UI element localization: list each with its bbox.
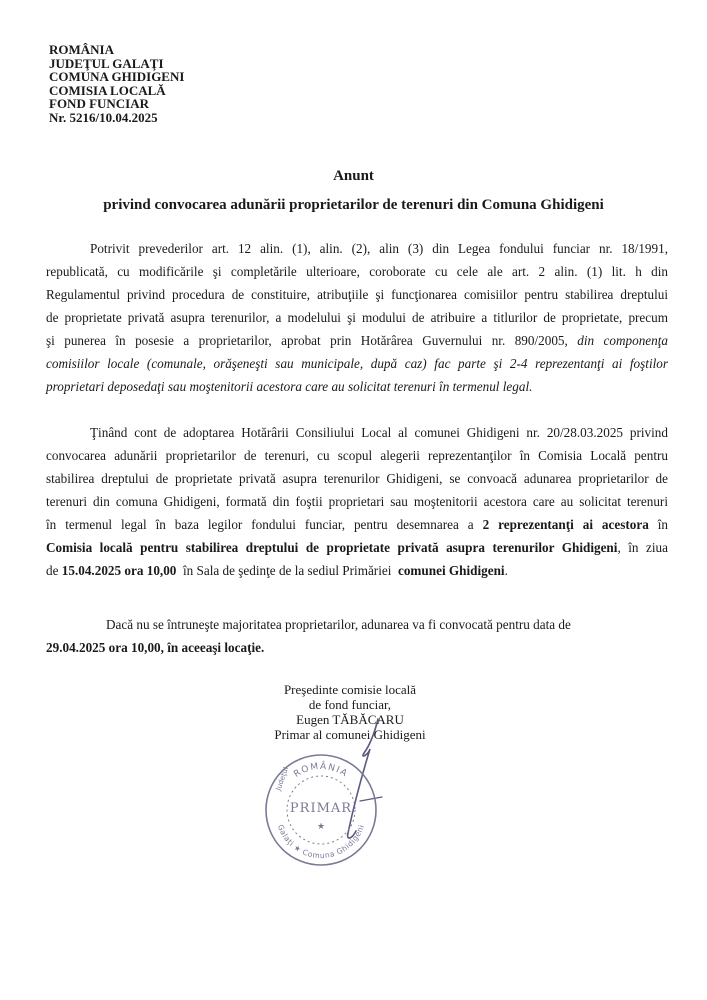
paragraph-line: terenuri din comuna Ghidigeni, formată din foştii proprietari sau moştenitorii acestora care au solicitat terenuri — [46, 494, 668, 509]
header-commission: COMISIA LOCALĂ — [49, 82, 166, 98]
paragraph-fallback-date — [46, 613, 668, 659]
paragraph-legal-basis — [46, 237, 668, 398]
paragraph-line: Potrivit prevederilor art. 12 alin. (1), alin. (2), alin (3) din Legea fondului funciar nr. 18/1991, — [90, 241, 668, 256]
header-fund: FOND FUNCIAR — [49, 96, 150, 111]
paragraph-line-text: de — [46, 563, 59, 578]
paragraph-line — [46, 329, 668, 352]
stamp-bottom-text: Galaţi ★ Comuna Ghidigeni — [275, 823, 367, 861]
paragraph-line: Ţinând cont de adoptarea Hotărârii Consiliului Local al comunei Ghidigeni nr. 20/28.03.2025 privind — [90, 425, 668, 440]
paragraph-line — [46, 513, 668, 536]
signatory-title: Primar al comunei Ghidigeni — [274, 727, 426, 742]
meeting-location: comunei Ghidigeni — [397, 563, 505, 578]
paragraph-line-text: , în ziua — [617, 540, 668, 555]
document-subtitle: privind convocarea adunării proprietarilor de terenuri din Comuna Ghidigeni — [103, 197, 604, 213]
paragraph-line: convocarea adunării proprietarilor de terenuri, cu scopul alegerii reprezentanţilor în Comisia Locală pentru — [46, 448, 668, 463]
paragraph-line-text: şi punerea în posesie a proprietarilor, aprobat prin Hotărârea Guvernului nr. 890/2005, — [46, 333, 568, 348]
paragraph-line-text: în termenul legal în baza legilor fondului funciar, pentru desemnarea a — [46, 517, 474, 532]
commission-name: Comisia locală pentru stabilirea dreptului de proprietate privată asupra terenurilor Ghidigeni — [46, 540, 618, 555]
meeting-datetime: 15.04.2025 ora 10,00 — [61, 563, 177, 578]
signatory-name: Eugen TĂBĂCARU — [296, 712, 404, 727]
stamp-top-text: ROMÂNIA — [292, 761, 350, 780]
paragraph-line — [46, 536, 668, 559]
italic-text: comisiilor locale (comunale, orăşeneşti sau municipale, după caz) fac parte şi 2-4 reprezentanţi ai foştilor — [46, 356, 668, 371]
header-commune: COMUNA GHIDIGENI — [49, 69, 185, 84]
paragraph-line: Dacă nu se întruneşte majoritatea proprietarilor, adunarea va fi convocată pentru data de — [106, 617, 571, 632]
paragraph-line: Regulamentul privind procedura de constituire, atribuţiile şi funcţionarea comisiilor pentru stabilirea dreptului — [46, 287, 668, 302]
fallback-datetime: 29.04.2025 ora 10,00, în aceeaşi locaţie. — [46, 640, 265, 655]
representatives-count: 2 reprezentanţi ai acestora — [482, 517, 649, 532]
signature-role-line2: de fond funciar, — [308, 697, 392, 712]
header-registration-number: Nr. 5216/10.04.2025 — [49, 109, 158, 125]
paragraph-line: stabilirea dreptului de proprietate privată asupra terenurilor Ghidigeni, se convoacă adunarea proprietarilor de — [46, 471, 668, 486]
paragraph-line — [46, 375, 668, 398]
stamp-left-text: Judeţul — [274, 766, 291, 792]
official-stamp — [262, 751, 380, 869]
paragraph-line — [46, 559, 668, 582]
issuer-header — [49, 43, 184, 124]
paragraph-line: republicată, cu modificările şi completările ulterioare, coroborate cu cele ale art. 2 alin. (1) lit. h din — [46, 264, 668, 279]
paragraph-line-text: . — [504, 563, 508, 578]
document-title: Anunt — [333, 168, 374, 184]
header-county: JUDEŢUL GALAŢI — [49, 55, 164, 71]
italic-text: din componenţa — [577, 333, 668, 348]
paragraph-line: de proprietate privată asupra terenurilor, a modelului şi modului de atribuire a titlurilor de proprietate, precum — [46, 310, 668, 325]
header-country: ROMÂNIA — [49, 42, 114, 57]
italic-text: proprietari deposedaţi sau moştenitorii acestora care au solicitat terenuri în termenul legal. — [46, 379, 533, 394]
paragraph-line-text: în Sala de şedinţe de la sediul Primăriei — [183, 563, 392, 578]
star-icon: ★ — [316, 822, 326, 832]
paragraph-line — [46, 636, 668, 659]
stamp-center-text: PRIMAR — [289, 801, 353, 816]
paragraph-line-text: în — [657, 517, 669, 532]
paragraph-line — [46, 352, 668, 375]
signature-role: Preşedinte comisie locală — [283, 682, 417, 697]
paragraph-convocation — [46, 421, 668, 582]
